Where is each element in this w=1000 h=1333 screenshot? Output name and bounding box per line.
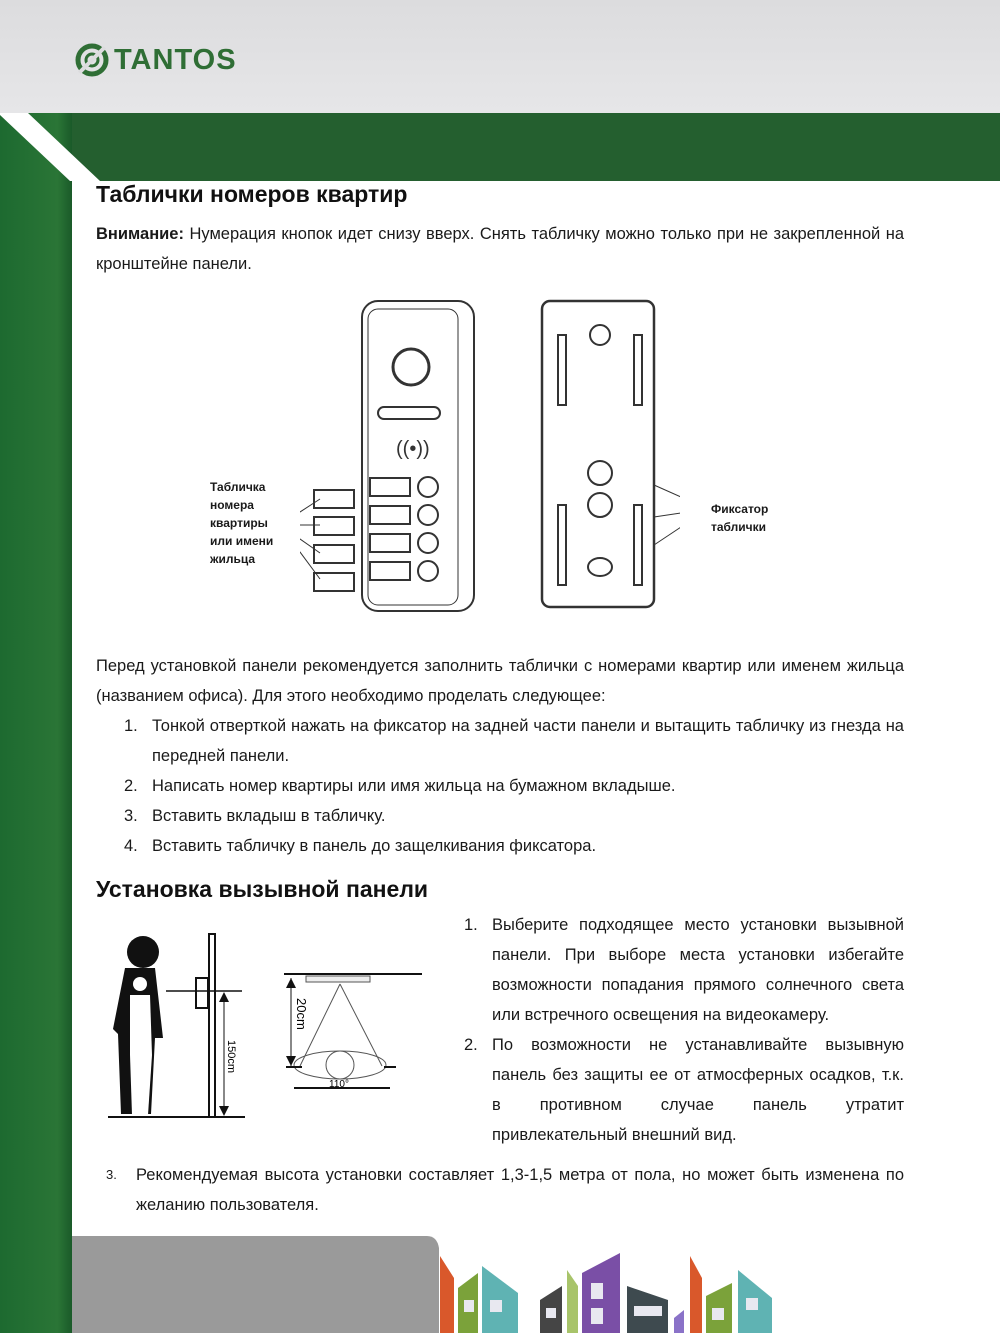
tantos-logo — [74, 42, 237, 78]
item-number: 4. — [124, 837, 138, 855]
svg-text:20cm: 20cm — [294, 998, 309, 1030]
section-title-install: Установка вызывной панели — [96, 876, 429, 902]
warning-text: Нумерация кнопок идет снизу вверх. Снять табличку можно только при не закрепленной на кронштейне панели. — [96, 225, 904, 273]
list-item — [464, 1030, 904, 1150]
brand-name: TANTOS — [114, 43, 237, 76]
diagonal-stripe — [0, 113, 260, 313]
list-item — [464, 910, 904, 1030]
item-text: Написать номер квартиры или имя жильца на бумажном вкладыше. — [152, 777, 676, 795]
list-item — [106, 1160, 904, 1220]
list-item — [124, 801, 904, 831]
label-plate: Табличка номера квартиры или имени жильца — [210, 480, 274, 566]
item-number: 3. — [106, 1167, 117, 1182]
list-item — [124, 831, 904, 861]
warning-paragraph — [96, 219, 904, 279]
install-figure — [100, 920, 440, 1130]
item-text: Тонкой отверткой нажать на фиксатор на задней части панели и вытащить табличку из гнезда на передней панели. — [152, 717, 904, 765]
item-text: Вставить вкладыш в табличку. — [152, 807, 386, 825]
item-number: 2. — [124, 777, 138, 795]
intro-paragraph: Перед установкой панели рекомендуется заполнить таблички с номерами квартир или именем жильца (названием офиса). Для этого необходимо проделать следующее: — [96, 657, 904, 705]
panel-figure — [300, 295, 680, 615]
section-title-plates: Таблички номеров квартир — [96, 181, 408, 207]
item-text: По возможности не устанавливайте вызывную панель без защиты ее от атмосферных осадков, т.к. в противном случае панель утратит привлекательный внешний вид. — [492, 1036, 904, 1144]
footer-buildings — [72, 1228, 1000, 1333]
item-text: Рекомендуемая высота установки составляет 1,3-1,5 метра от пола, но может быть изменена по желанию пользователя. — [136, 1166, 904, 1214]
item-text: Вставить табличку в панель до защелкивания фиксатора. — [152, 837, 597, 855]
svg-text:((•)): ((•)) — [396, 438, 430, 460]
list-item — [124, 711, 904, 771]
item-number: 3. — [124, 807, 138, 825]
label-latch: Фиксатор таблички — [711, 502, 769, 534]
item-number: 2. — [464, 1036, 478, 1054]
list-item — [124, 771, 904, 801]
logo-icon — [74, 42, 110, 78]
item-text: Выберите подходящее место установки вызывной панели. При выборе места установки избегайте возможности попадания прямого солнечного света или встречного освещения на видеокамеру. — [492, 916, 904, 1024]
item-number: 1. — [464, 916, 478, 934]
svg-text:110°: 110° — [329, 1079, 349, 1090]
warning-label: Внимание: — [96, 225, 184, 243]
item-number: 1. — [124, 717, 138, 735]
svg-text:150cm: 150cm — [225, 1040, 237, 1074]
